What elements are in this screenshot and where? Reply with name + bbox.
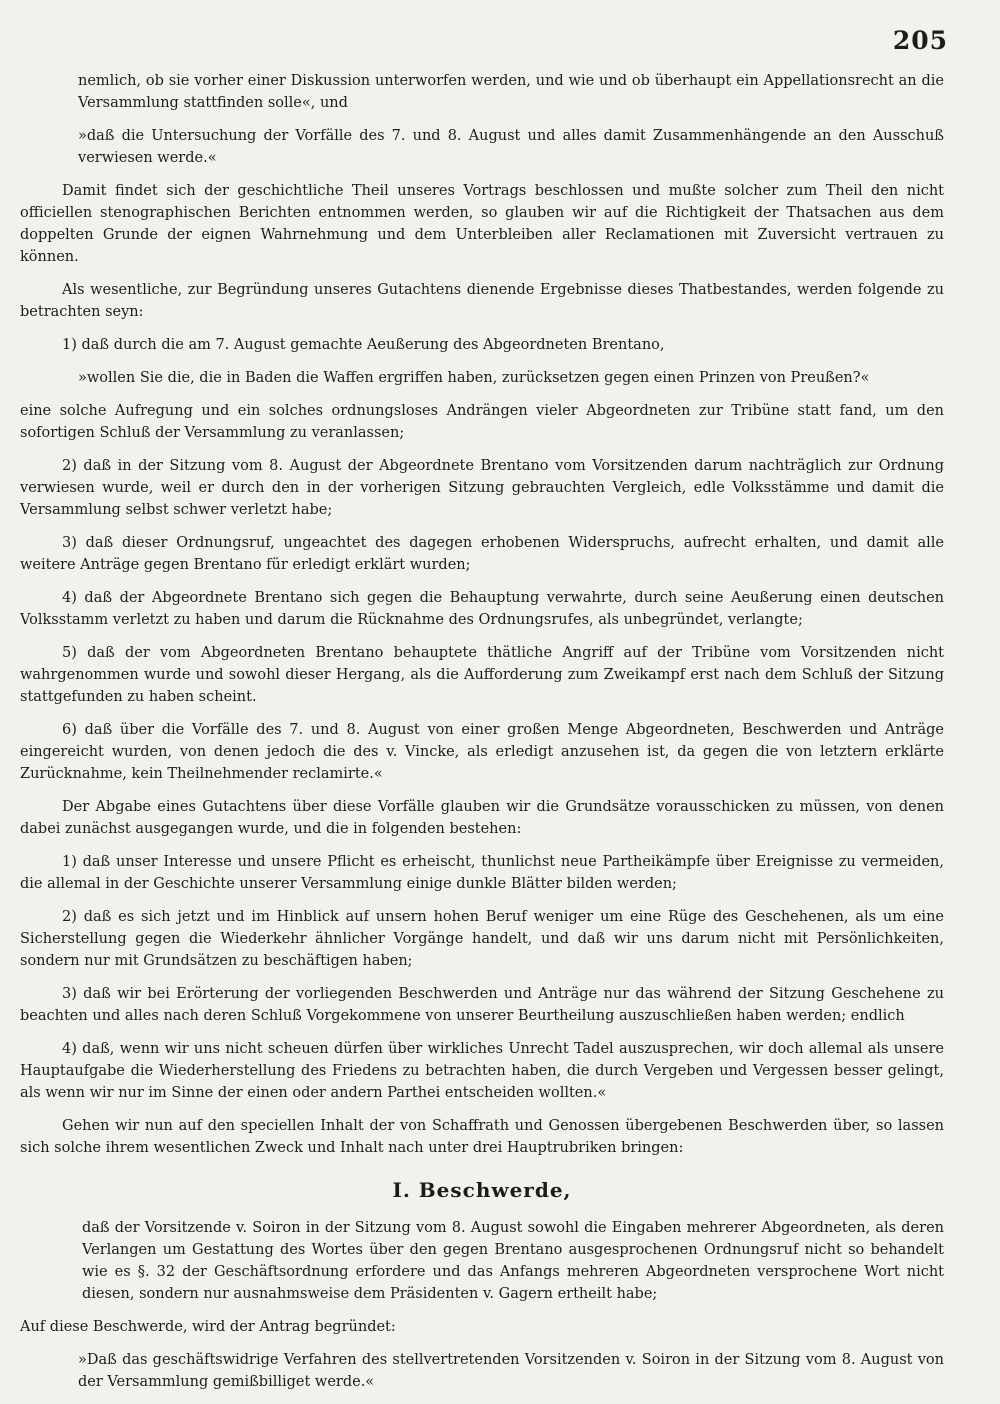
numbered-item: 3) daß wir bei Erörterung der vorliegenden Beschwerden und Anträge nur das während der Sitzung Geschehene zu beachten und alles nach deren Schluß Vorgekommene von unserer Beurtheilung auszuschließen haben werden; endlich <box>20 986 944 1024</box>
page-body <box>20 70 944 1404</box>
numbered-item: 1) daß durch die am 7. August gemachte Aeußerung des Abgeordneten Brentano, <box>62 337 665 353</box>
paragraph: Damit findet sich der geschichtliche Theil unseres Vortrags beschlossen und mußte solcher zum Theil den nicht officiellen stenographischen Berichten entnommen werden, so glauben wir auf die Richtigkeit der Thatsachen aus dem doppelten Grunde der eignen Wahrnehmung und dem Unterbleiben aller Reclamationen mit Zuversicht vertrauen zu können. <box>20 183 944 265</box>
paragraph-continuation: eine solche Aufregung und ein solches ordnungsloses Andrängen vieler Abgeordneten zur Tribüne statt fand, um den sofortigen Schluß der Versammlung zu veranlassen; <box>20 403 944 441</box>
paragraph: Als wesentliche, zur Begründung unseres Gutachtens dienende Ergebnisse dieses Thatbestandes, werden folgende zu betrachten seyn: <box>20 282 944 320</box>
page-number: 205 <box>892 26 948 55</box>
numbered-item: 4) daß der Abgeordnete Brentano sich gegen die Behauptung verwahrte, durch seine Aeußerung einen deutschen Volksstamm verletzt zu haben und darum die Rücknahme des Ordnungsrufes, als unbegründet, verlangte; <box>20 590 944 628</box>
section-heading: I. Beschwerde, <box>392 1178 572 1202</box>
numbered-item: 6) daß über die Vorfälle des 7. und 8. August von einer großen Menge Abgeordneten, Beschwerden und Anträge eingereicht wurden, von denen jedoch die des v. Vincke, als erledigt anzusehen ist, da gegen die von letztern erklärte Zurücknahme, kein Theilnehmender reclamirte.« <box>20 722 944 782</box>
paragraph: Auf diese Beschwerde, wird der Antrag begründet: <box>20 1319 396 1335</box>
quoted-motion: »Daß das geschäftswidrige Verfahren des stellvertretenden Vorsitzenden v. Soiron in der Sitzung vom 8. August von der Versammlung gemißbilliget werde.« <box>78 1352 944 1390</box>
numbered-item: 1) daß unser Interesse und unsere Pflicht es erheischt, thunlichst neue Partheikämpfe über Ereignisse zu vermeiden, die allemal in der Geschichte unserer Versammlung einige dunkle Blätter bilden werden; <box>20 854 944 892</box>
complaint-text: daß der Vorsitzende v. Soiron in der Sitzung vom 8. August sowohl die Eingaben mehrerer Abgeordneten, als deren Verlangen um Gestattung des Wortes über den gegen Brentano ausgesprochenen Ordnungsruf nicht so behandelt wie es §. 32 der Geschäftsordnung erfordere und das Anfangs mehreren Abgeordneten versprochene Wort nicht diesen, sondern nur ausnahmsweise dem Präsidenten v. Gagern ertheilt habe; <box>82 1220 944 1302</box>
paragraph: Gehen wir nun auf den speciellen Inhalt der von Schaffrath und Genossen übergebenen Beschwerden über, so lassen sich solche ihrem wesentlichen Zweck und Inhalt nach unter drei Hauptrubriken bringen: <box>20 1118 944 1156</box>
numbered-item: 2) daß in der Sitzung vom 8. August der Abgeordnete Brentano vom Vorsitzenden darum nachträglich zur Ordnung verwiesen wurde, weil er durch den in der vorherigen Sitzung gebrauchten Vergleich, edle Volksstämme und damit die Versammlung selbst schwer verletzt habe; <box>20 458 944 518</box>
quoted-motion: »daß die Untersuchung der Vorfälle des 7. und 8. August und alles damit Zusammenhängende an den Ausschuß verwiesen werde.« <box>78 128 944 166</box>
paragraph: Der Abgabe eines Gutachtens über diese Vorfälle glauben wir die Grundsätze vorausschicken zu müssen, von denen dabei zunächst ausgegangen wurde, und die in folgenden bestehen: <box>20 799 944 837</box>
numbered-item: 4) daß, wenn wir uns nicht scheuen dürfen über wirkliches Unrecht Tadel auszusprechen, wir doch allemal als unsere Hauptaufgabe die Wiederherstellung des Friedens zu betrachten haben, die durch Vergeben und Vergessen besser gelingt, als wenn wir nur im Sinne der einen oder andern Parthei entscheiden wollten.« <box>20 1041 944 1101</box>
numbered-item: 3) daß dieser Ordnungsruf, ungeachtet des dagegen erhobenen Widerspruchs, aufrecht erhalten, und damit alle weitere Anträge gegen Brentano für erledigt erklärt wurden; <box>20 535 944 573</box>
paragraph-continuation: nemlich, ob sie vorher einer Diskussion unterworfen werden, und wie und ob überhaupt ein Appellationsrecht an die Versammlung stattfinden solle«, und <box>78 73 944 111</box>
quoted-statement: »wollen Sie die, die in Baden die Waffen ergriffen haben, zurücksetzen gegen einen Prinzen von Preußen?« <box>78 370 870 386</box>
numbered-item: 2) daß es sich jetzt und im Hinblick auf unsern hohen Beruf weniger um eine Rüge des Geschehenen, als um eine Sicherstellung gegen die Wiederkehr ähnlicher Vorgänge handelt, und daß wir uns darum nicht mit Persönlichkeiten, sondern nur mit Grundsätzen zu beschäftigen haben; <box>20 909 944 969</box>
numbered-item: 5) daß der vom Abgeordneten Brentano behauptete thätliche Angriff auf der Tribüne vom Vorsitzenden nicht wahrgenommen wurde und sowohl dieser Hergang, als die Aufforderung zum Zweikampf erst nach dem Schluß der Sitzung stattgefunden zu haben scheint. <box>20 645 944 705</box>
